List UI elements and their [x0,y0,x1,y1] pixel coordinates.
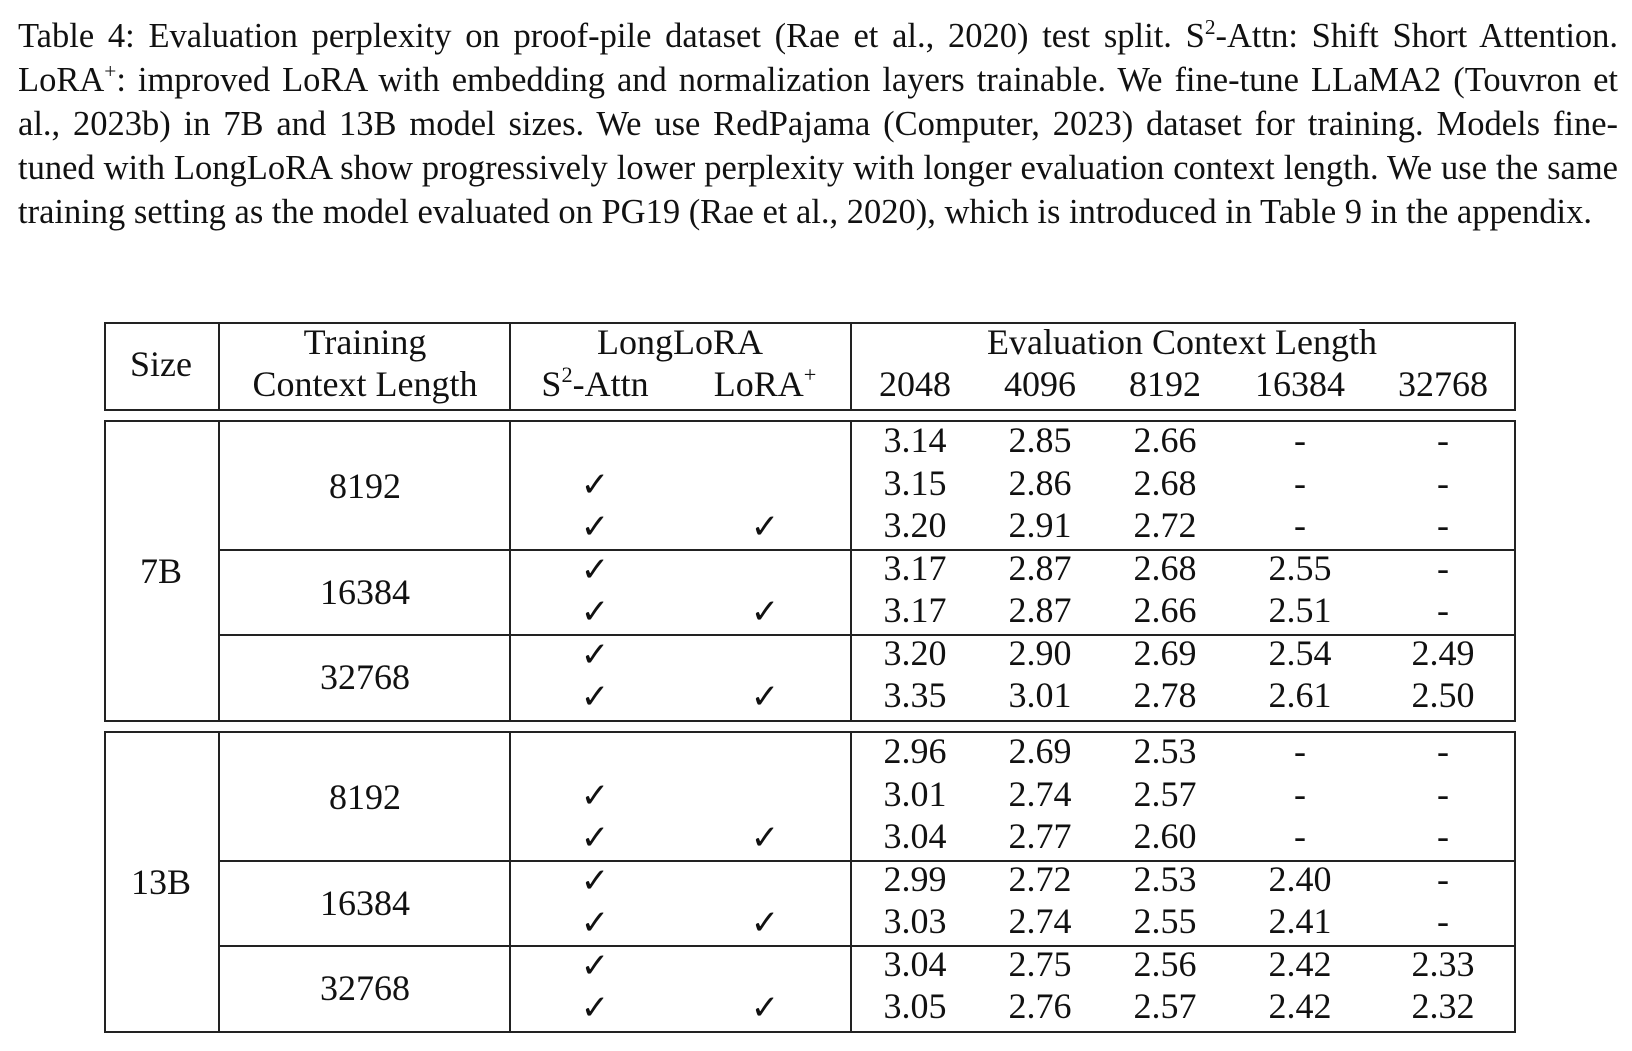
perplexity-value: 2.74 [1008,901,1072,941]
perplexity-value: 2.99 [883,858,947,899]
s2attn-check-icon: ✓ [580,464,610,505]
caption-text-1: Evaluation perplexity on proof-pile dataset (Rae et al., 2020) test split. [148,17,1172,55]
size-label: 13B [130,861,192,902]
header-lora-plus [714,364,817,404]
perplexity-value: 3.20 [883,632,947,673]
s2attn-check-icon: ✓ [580,860,610,901]
perplexity-value: 2.61 [1268,675,1332,715]
header-lora-superscript: + [803,362,817,388]
perplexity-value: 2.42 [1268,986,1332,1026]
perplexity-value: 2.49 [1411,632,1475,673]
perplexity-value: - [1437,773,1449,814]
header-eval-length: 8192 [1129,364,1201,404]
perplexity-value: 3.01 [883,773,947,814]
caption-text-2: -Attn: Shift Short Attention. LoRA [18,17,1619,99]
perplexity-value: 2.69 [1133,632,1197,673]
header-s2-superscript: 2 [561,362,573,388]
lora-plus-check-icon: ✓ [750,592,780,632]
perplexity-value: 3.04 [883,943,947,984]
s2attn-check-icon: ✓ [580,945,610,986]
perplexity-value: - [1294,816,1306,856]
column-divider [218,731,220,1033]
training-length: 32768 [320,657,410,697]
perplexity-value: 3.17 [883,590,947,630]
perplexity-value: 3.35 [883,675,947,715]
header-training-line2: Context Length [252,364,478,404]
perplexity-value: 2.57 [1133,773,1197,814]
perplexity-value: - [1294,462,1306,503]
perplexity-value: - [1437,505,1449,545]
perplexity-value: 2.96 [883,731,947,771]
perplexity-value: 2.74 [1008,773,1072,814]
perplexity-value: 3.03 [883,901,947,941]
perplexity-value: - [1437,858,1449,899]
perplexity-value: 2.32 [1411,986,1475,1026]
perplexity-value: 2.57 [1133,986,1197,1026]
perplexity-value: 2.87 [1008,547,1072,588]
caption-s2-superscript: 2 [1204,14,1216,39]
perplexity-value: 2.68 [1133,462,1197,503]
caption-label: Table 4: [18,17,135,55]
perplexity-value: 2.87 [1008,590,1072,630]
perplexity-value: 2.85 [1008,420,1072,460]
header-eval-length: 4096 [1004,364,1076,404]
perplexity-value: 2.33 [1411,943,1475,984]
perplexity-value: 2.51 [1268,590,1332,630]
s2attn-check-icon: ✓ [580,988,610,1028]
caption-s2-base: S [1185,17,1205,55]
perplexity-value: 2.53 [1133,731,1197,771]
header-size: Size [130,344,192,384]
s2attn-check-icon: ✓ [580,507,610,547]
s2attn-check-icon: ✓ [580,592,610,632]
header-divider [218,322,220,411]
header-evaluation: Evaluation Context Length [987,322,1377,362]
perplexity-value: - [1294,731,1306,771]
perplexity-value: 2.76 [1008,986,1072,1026]
header-divider [850,322,852,411]
perplexity-value: 2.55 [1133,901,1197,941]
perplexity-value: 2.66 [1133,590,1197,630]
lora-plus-check-icon: ✓ [750,903,780,943]
perplexity-value: 2.69 [1008,731,1072,771]
perplexity-value: 2.40 [1268,858,1332,899]
s2attn-check-icon: ✓ [580,775,610,816]
training-length: 16384 [320,572,410,612]
perplexity-value: 3.05 [883,986,947,1026]
perplexity-value: - [1437,547,1449,588]
header-divider [509,322,511,411]
perplexity-value: 2.90 [1008,632,1072,673]
s2attn-check-icon: ✓ [580,818,610,858]
s2attn-check-icon: ✓ [580,903,610,943]
perplexity-value: 2.54 [1268,632,1332,673]
column-divider [850,731,852,1033]
perplexity-value: 2.75 [1008,943,1072,984]
perplexity-value: - [1294,773,1306,814]
s2attn-check-icon: ✓ [580,677,610,717]
header-lora-base: LoRA [713,364,804,404]
perplexity-value: 2.72 [1133,505,1197,545]
perplexity-value: 3.17 [883,547,947,588]
caption-lora-superscript: + [104,58,117,83]
perplexity-value: 3.04 [883,816,947,856]
lora-plus-check-icon: ✓ [750,677,780,717]
perplexity-value: 2.68 [1133,547,1197,588]
perplexity-value: - [1437,901,1449,941]
perplexity-value: 2.91 [1008,505,1072,545]
lora-plus-check-icon: ✓ [750,988,780,1028]
perplexity-value: - [1437,590,1449,630]
header-training-line1: Training [303,322,427,362]
perplexity-value: 3.15 [883,462,947,503]
lora-plus-check-icon: ✓ [750,818,780,858]
training-length: 8192 [329,776,401,817]
perplexity-value: 2.78 [1133,675,1197,715]
perplexity-value: 2.66 [1133,420,1197,460]
perplexity-value: - [1294,420,1306,460]
s2attn-check-icon: ✓ [580,634,610,675]
caption-text-3: : improved LoRA with embedding and normalization layers trainable. We fine-tune LLaMA2 (Touvron et al., 2023b) in 7B and 13B model sizes. We use RedPajama (Computer, 2023) dataset for training. Models fine-tuned with LongLoRA show progressively lower perplexity with longer evaluation context length. We use the same training setting as the model evaluated on PG19 (Rae et al., 2020), which is introduced in Table 9 in the appendix. [18,61,1618,231]
perplexity-value: 3.14 [883,420,947,460]
training-length: 16384 [320,883,410,923]
header-eval-length: 32768 [1398,364,1488,404]
perplexity-value: 2.56 [1133,943,1197,984]
training-length: 32768 [320,968,410,1008]
perplexity-value: - [1437,816,1449,856]
perplexity-value: - [1437,420,1449,460]
perplexity-value: 3.20 [883,505,947,545]
perplexity-value: 2.60 [1133,816,1197,856]
size-label: 7B [139,550,183,591]
perplexity-value: 2.77 [1008,816,1072,856]
header-longlora: LongLoRA [597,322,763,362]
perplexity-value: - [1437,731,1449,771]
perplexity-value: 2.72 [1008,858,1072,899]
header-eval-length: 2048 [879,364,951,404]
header-s2-attn [541,364,648,404]
perplexity-value: 3.01 [1008,675,1072,715]
header-s2-base: S [541,364,562,404]
perplexity-value: 2.50 [1411,675,1475,715]
training-length: 8192 [329,465,401,506]
lora-plus-check-icon: ✓ [750,507,780,547]
column-divider [850,420,852,722]
column-divider [509,420,511,722]
perplexity-value: 2.55 [1268,547,1332,588]
perplexity-value: 2.42 [1268,943,1332,984]
column-divider [218,420,220,722]
perplexity-value: 2.86 [1008,462,1072,503]
perplexity-value: 2.41 [1268,901,1332,941]
s2attn-check-icon: ✓ [580,549,610,590]
perplexity-value: - [1294,505,1306,545]
column-divider [509,731,511,1033]
header-eval-length: 16384 [1255,364,1345,404]
perplexity-value: 2.53 [1133,858,1197,899]
perplexity-value: - [1437,462,1449,503]
header-s2-rest: -Attn [572,364,649,404]
